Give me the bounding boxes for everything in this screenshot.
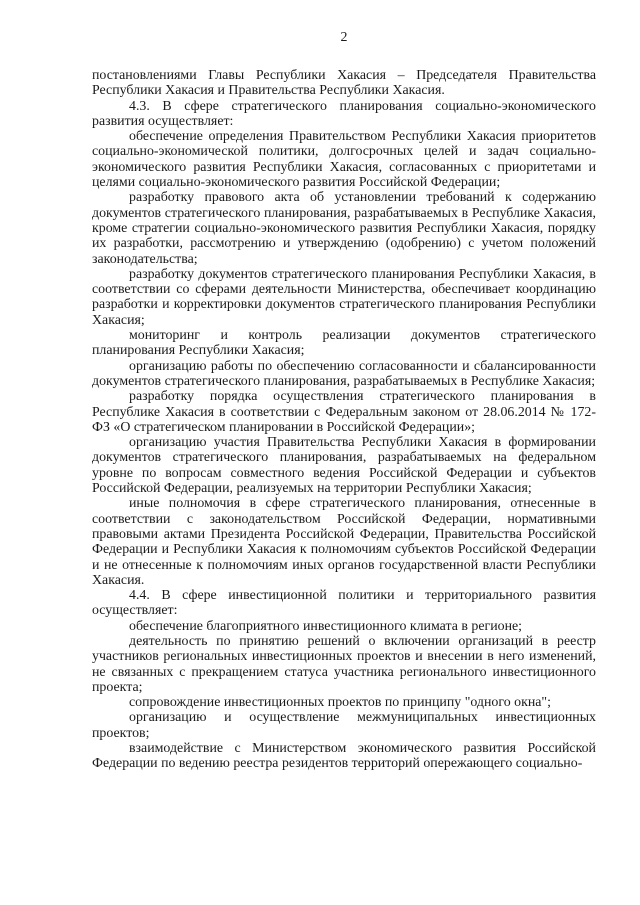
paragraph: мониторинг и контроль реализации документов стратегического планирования Республики Хакасия; bbox=[92, 328, 596, 359]
paragraph: организацию работы по обеспечению согласованности и сбалансированности документов стратегического планирования, разрабатываемых в Республике Хакасия; bbox=[92, 358, 596, 389]
paragraph: разработку порядка осуществления стратегического планирования в Республике Хакасия в соответствии с Федеральным законом от 28.06.2014 № 172-ФЗ «О стратегическом планировании в Российской Федерации»; bbox=[92, 389, 596, 435]
paragraph: обеспечение благоприятного инвестиционного климата в регионе; bbox=[129, 618, 523, 634]
document-page bbox=[92, 30, 596, 772]
page-number: 2 bbox=[340, 30, 348, 45]
paragraph: организацию и осуществление межмуниципальных инвестиционных проектов; bbox=[92, 710, 596, 741]
paragraph-continuation: постановлениями Главы Республики Хакасия – Председателя Правительства Республики Хакасия и Правительства Республики Хакасия. bbox=[92, 68, 596, 99]
paragraph: разработку правового акта об установлении требований к содержанию документов стратегического планирования, разрабатываемых в Республике Хакасия, кроме стратегии социально-экономического развития Республики Хакасия, порядку их разработки, рассмотрению и утверждению (одобрению) с учетом положений законодательства; bbox=[92, 190, 596, 267]
paragraph: сопровождение инвестиционных проектов по принципу "одного окна"; bbox=[129, 695, 551, 711]
paragraph: обеспечение определения Правительством Республики Хакасия приоритетов социально-экономической политики, долгосрочных целей и задач социально-экономического развития Республики Хакасия, согласованных с приоритетами и целями социально-экономического развития Российской Федерации; bbox=[92, 129, 596, 191]
paragraph: взаимодействие с Министерством экономического развития Российской Федерации по ведению реестра резидентов территорий опережающего социально- bbox=[92, 741, 596, 772]
section-4-4-heading: 4.4. В сфере инвестиционной политики и территориального развития осуществляет: bbox=[92, 588, 596, 619]
paragraph: организацию участия Правительства Республики Хакасия в формировании документов стратегического планирования, разрабатываемых на федеральном уровне по вопросам совместного ведения Российской Федерации и субъектов Российской Федерации, реализуемых на территории Республики Хакасия; bbox=[92, 435, 596, 497]
paragraph: разработку документов стратегического планирования Республики Хакасия, в соответствии со сферами деятельности Министерства, обеспечивает координацию разработки и корректировки документов стратегического планирования Республики Хакасия; bbox=[92, 266, 596, 328]
paragraph: иные полномочия в сфере стратегического планирования, отнесенные в соответствии с законодательством Российской Федерации, нормативными правовыми актами Президента Российской Федерации, Правительства Российской Федерации и Республики Хакасия к полномочиям субъектов Российской Федерации и не отнесенные к полномочиям иных органов государственной власти Республики Хакасия. bbox=[92, 496, 596, 588]
paragraph: деятельность по принятию решений о включении организаций в реестр участников региональных инвестиционных проектов и внесении в него изменений, не связанных с прекращением статуса участника регионального инвестиционного проекта; bbox=[92, 633, 596, 695]
section-4-3-heading: 4.3. В сфере стратегического планирования социально-экономического развития осуществляет: bbox=[92, 98, 596, 129]
